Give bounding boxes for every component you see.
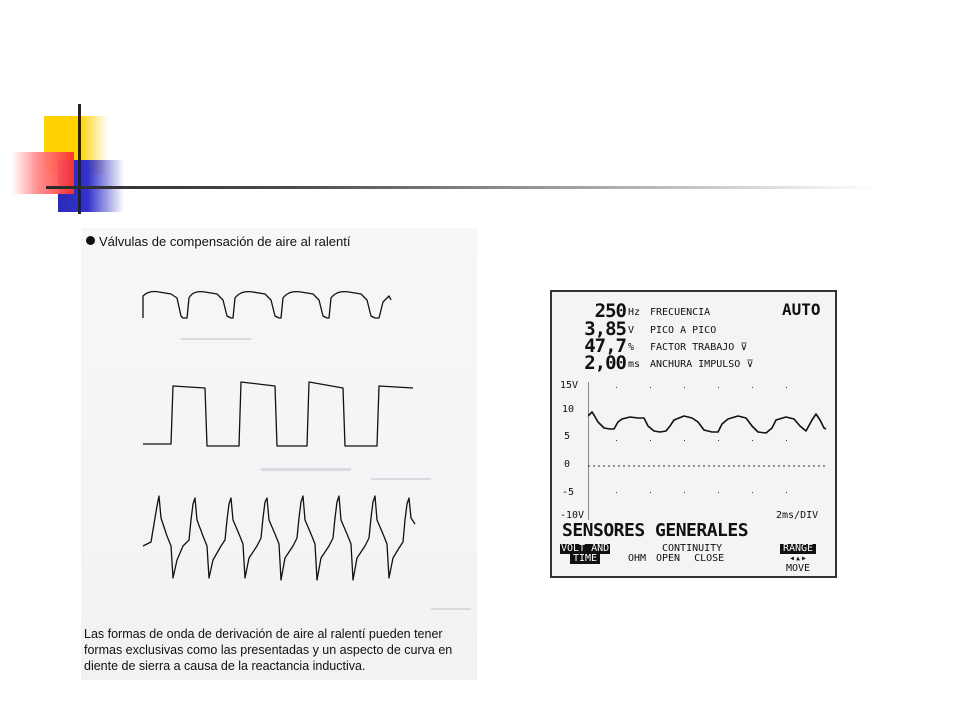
figure-caption: Las formas de onda de derivación de aire al ralentí pueden tener formas exclusivas como las presentadas y un aspecto de curva en diente de sierra a causa de la reactancia inductiva. [84, 627, 453, 673]
softkey-open-label: OPEN [656, 553, 681, 564]
waveform-drawings [81, 228, 481, 628]
waveform-trace-3 [143, 496, 415, 580]
meas-label-4: ANCHURA IMPULSO ⊽ [650, 359, 754, 370]
softkey-move-label: MOVE [785, 563, 811, 574]
y-label-15v: 15V [560, 380, 579, 391]
softkey-range-label: RANGE [780, 544, 816, 554]
y-label-minus5: -5 [562, 487, 575, 498]
meas-label-2: PICO A PICO [650, 325, 717, 336]
timebase-label: 2ms/DIV [776, 510, 819, 521]
meas-unit-2: V [628, 325, 635, 336]
softkey-volt-and-label: VOLT AND [561, 543, 610, 554]
scope-display [550, 290, 837, 578]
softkey-ohm[interactable]: OHM [628, 553, 647, 564]
y-label-0: 0 [564, 459, 571, 470]
scope-plot [588, 382, 828, 522]
scope-title: SENSORES GENERALES [562, 520, 749, 541]
meas-unit-3: % [628, 342, 635, 353]
waveform-trace-2 [143, 382, 413, 446]
meas-value-3: 47,7 [584, 335, 626, 357]
y-label-10: 10 [562, 404, 575, 415]
waveform-trace-1 [143, 292, 391, 319]
softkey-close-label: CLOSE [694, 553, 725, 564]
decor-horizontal-line [46, 186, 876, 189]
softkey-continuity-label: CONTINUITY [661, 543, 723, 554]
meas-value-4: 2,00 [584, 352, 626, 374]
softkey-arrows-icon: ◂▴▸ [788, 553, 808, 564]
meas-value-2: 3,85 [584, 318, 626, 340]
meas-value-1: 250 [594, 300, 626, 322]
y-label-5: 5 [564, 431, 571, 442]
meas-unit-1: Hz [628, 307, 641, 318]
softkey-range-move[interactable] [780, 544, 816, 574]
meas-label-1: FRECUENCIA [650, 307, 711, 318]
decor-vertical-line [78, 104, 81, 214]
meas-label-3: FACTOR TRABAJO ⊽ [650, 342, 748, 353]
auto-mode-indicator: AUTO [782, 300, 821, 319]
scope-trace [588, 412, 826, 433]
figure-title-text: Válvulas de compensación de aire al ralentí [99, 234, 351, 249]
softkey-time-label: TIME [570, 554, 600, 564]
softkey-continuity[interactable] [656, 544, 724, 564]
meas-unit-4: ms [628, 359, 641, 370]
y-label-minus10v: -10V [560, 510, 585, 521]
softkey-volt-time[interactable] [560, 544, 610, 564]
